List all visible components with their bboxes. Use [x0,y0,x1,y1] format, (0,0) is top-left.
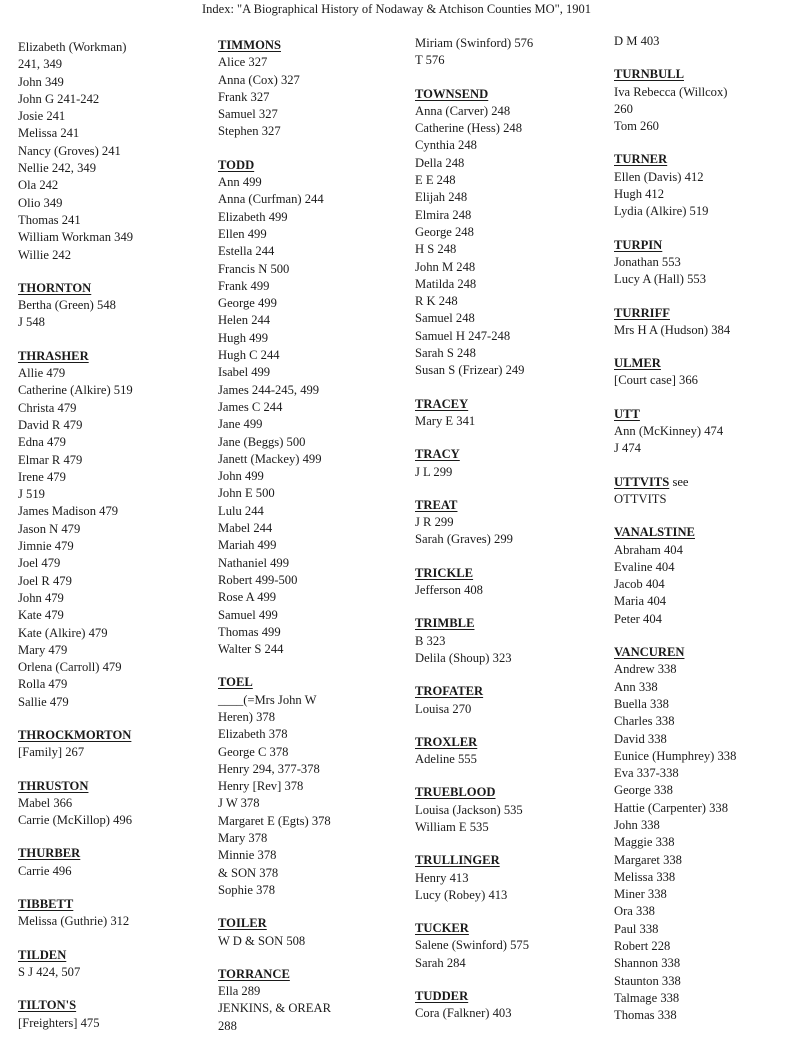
surname-name: THORNTON [18,280,92,295]
index-entry: Mrs H A (Hudson) 384 [614,322,731,337]
surname-group [614,33,789,50]
index-entry: Ora 338 [614,904,655,919]
index-entry: Talmage 338 [614,990,680,1005]
index-entry: Samuel H 247-248 [415,328,511,343]
surname-group [218,37,410,141]
surname-heading [415,497,613,514]
surname-group [415,497,613,549]
surname-name: UTT [614,406,640,421]
index-entry: Mary E 341 [415,413,476,428]
index-entry: Jason N 479 [18,521,81,536]
surname-heading [18,348,214,365]
surname-heading [18,778,214,795]
index-entry: Anna (Curfman) 244 [218,192,324,207]
surname-heading [18,896,214,913]
index-entry: S J 424, 507 [18,964,81,979]
surname-group [415,446,613,481]
index-entry: Mabel 244 [218,521,273,536]
index-entry: Catherine (Alkire) 519 [18,383,133,398]
surname-heading [18,845,214,862]
surname-heading [415,784,613,801]
surname-group [415,988,613,1023]
index-entry: Elizabeth 378 [218,727,288,742]
index-entry: Mary 479 [18,642,68,657]
index-entry: Bertha (Green) 548 [18,298,116,313]
index-entry: Eunice (Humphrey) 338 [614,748,737,763]
index-entry: Samuel 248 [415,311,475,326]
index-entry: Abraham 404 [614,542,683,557]
index-entry: Alice 327 [218,55,268,70]
index-entry: Willie 242 [18,247,72,262]
index-entry: Ola 242 [18,178,59,193]
index-entry: [Family] 267 [18,745,85,760]
index-entry: Lulu 244 [218,503,264,518]
index-entry: Sallie 479 [18,694,69,709]
surname-group [415,683,613,718]
index-entry: James C 244 [218,399,283,414]
surname-group [614,66,789,135]
index-entry: Mabel 366 [18,795,73,810]
surname-heading [614,66,789,83]
surname-heading [614,355,789,372]
index-entry: Tom 260 [614,119,659,134]
index-entry: Andrew 338 [614,662,677,677]
index-entry: J 519 [18,487,45,502]
index-entry: Joel 479 [18,556,61,571]
index-entry: John 499 [218,469,264,484]
index-entry: Kate (Alkire) 479 [18,625,108,640]
surname-name: TOEL [218,675,253,690]
surname-name: TROXLER [415,734,478,749]
index-entry: H S 248 [415,242,457,257]
index-entry: Anna (Cox) 327 [218,72,300,87]
index-entry: Adeline 555 [415,752,477,767]
surname-name: VANALSTINE [614,525,695,540]
index-entry: Elmira 248 [415,207,472,222]
surname-group [614,406,789,458]
index-entry: Jefferson 408 [415,583,483,598]
index-entry: Samuel 327 [218,107,278,122]
index-entry: Joel R 479 [18,573,72,588]
index-entry: Nellie 242, 349 [18,161,96,176]
index-entry: Lydia (Alkire) 519 [614,204,709,219]
surname-group [415,852,613,904]
index-entry: Robert 228 [614,939,671,954]
index-entry: Samuel 499 [218,607,278,622]
surname-group [415,920,613,972]
surname-group [614,305,789,340]
index-entry: Jacob 404 [614,577,665,592]
surname-name: TIBBETT [18,897,74,912]
index-entry: Cynthia 248 [415,138,477,153]
surname-heading [614,524,789,541]
index-entry: Ann (McKinney) 474 [614,424,724,439]
surname-heading [614,474,789,491]
index-entry: Shannon 338 [614,956,681,971]
surname-name: ULMER [614,356,661,371]
index-entry: Walter S 244 [218,642,284,657]
index-entry: Buella 338 [614,696,669,711]
surname-heading [415,852,613,869]
surname-heading [218,674,410,691]
index-entry: Carrie (McKillop) 496 [18,813,133,828]
index-entry: J 548 [18,315,45,330]
surname-heading [18,280,214,297]
index-entry: [Court case] 366 [614,373,698,388]
surname-heading [415,683,613,700]
index-entry: Jonathan 553 [614,254,681,269]
surname-group [415,615,613,667]
surname-group [614,151,789,220]
index-entry: Elizabeth (Workman) [18,40,127,54]
index-entry: Maria 404 [614,594,667,609]
surname-name: TOWNSEND [415,86,489,101]
index-entry: Anna (Carver) 248 [415,103,511,118]
index-entry: Elizabeth 499 [218,209,288,224]
index-entry: B 323 [415,633,446,648]
index-entry: Stephen 327 [218,124,281,139]
surname-group [218,966,410,1035]
index-entry: 241, 349 [18,57,63,72]
index-entry: Miner 338 [614,887,667,902]
index-entry: T 576 [415,53,445,68]
surname-name: THRASHER [18,348,89,363]
index-entry: W D & SON 508 [218,933,306,948]
surname-name: TROFATER [415,684,484,699]
surname-heading [614,151,789,168]
index-entry: J W 378 [218,796,260,811]
surname-heading [415,615,613,632]
surname-group [218,674,410,899]
index-entry: Frank 499 [218,278,270,293]
index-entry: Francis N 500 [218,261,290,276]
index-entry: Iva Rebecca (Willcox) [614,84,728,99]
index-entry: David 338 [614,731,667,746]
surname-group [415,565,613,600]
index-entry: Louisa (Jackson) 535 [415,802,523,817]
surname-heading [18,947,214,964]
index-entry: Nancy (Groves) 241 [18,143,121,158]
index-entry: Paul 338 [614,921,659,936]
surname-group [415,35,613,70]
page-title: Index: "A Biographical History of Nodaway & Atchison Counties MO", 1901 [202,2,591,16]
index-entry: Estella 244 [218,244,275,259]
index-entry: Nathaniel 499 [218,555,289,570]
index-entry: Margaret 338 [614,852,682,867]
index-entry: John 479 [18,590,64,605]
index-entry: William Workman 349 [18,230,134,245]
surname-group [18,947,214,982]
surname-name: TRICKLE [415,565,474,580]
index-entry: Eva 337-338 [614,766,679,781]
index-entry: Edna 479 [18,435,66,450]
surname-heading [415,988,613,1005]
surname-group [415,86,613,380]
index-entry: Melissa 338 [614,869,676,884]
surname-group [18,896,214,931]
index-entry: R K 248 [415,294,458,309]
index-entry: Evaline 404 [614,559,675,574]
index-entry: Ann 499 [218,175,262,190]
surname-group [415,784,613,836]
index-entry: Cora (Falkner) 403 [415,1006,512,1021]
index-entry: [Freighters] 475 [18,1015,100,1030]
index-entry: Rolla 479 [18,677,68,692]
index-entry: Heren) 378 [218,709,275,724]
index-column-1 [18,39,214,1032]
index-entry: Helen 244 [218,313,271,328]
surname-group [614,524,789,628]
index-entry: Thomas 241 [18,212,81,227]
index-entry: Jimnie 479 [18,539,74,554]
index-entry: Sarah (Graves) 299 [415,532,513,547]
surname-heading [415,734,613,751]
surname-group [18,997,214,1032]
index-entry: Mariah 499 [218,538,277,553]
surname-heading [218,37,410,54]
surname-group [18,348,214,711]
index-entry: Allie 479 [18,366,66,381]
index-entry: Robert 499-500 [218,572,298,587]
index-entry: Staunton 338 [614,973,681,988]
index-entry: Jane 499 [218,417,263,432]
surname-name: TUDDER [415,989,469,1004]
surname-name: THRUSTON [18,778,89,793]
index-entry: D M 403 [614,34,660,48]
index-entry: Catherine (Hess) 248 [415,121,523,136]
surname-group [614,644,789,1025]
index-entry: 288 [218,1018,237,1033]
index-entry: James Madison 479 [18,504,119,519]
index-entry: Ella 289 [218,984,261,999]
surname-heading [415,86,613,103]
index-entry: Minnie 378 [218,848,277,863]
cross-reference-label: see [669,474,689,489]
index-entry: David R 479 [18,417,83,432]
surname-name: THROCKMORTON [18,727,132,742]
surname-heading [614,237,789,254]
surname-heading [218,915,410,932]
index-entry: Maggie 338 [614,835,675,850]
index-entry: John E 500 [218,486,275,501]
index-entry: Delila (Shoup) 323 [415,650,512,665]
surname-group [18,280,214,332]
index-entry: Salene (Swinford) 575 [415,938,530,953]
surname-group [218,915,410,950]
surname-heading [415,565,613,582]
index-entry: Mary 378 [218,831,268,846]
index-entry: William E 535 [415,819,489,834]
index-entry: John M 248 [415,259,476,274]
index-entry: George C 378 [218,744,289,759]
index-entry: Louisa 270 [415,701,472,716]
index-entry: Sarah 284 [415,955,466,970]
index-entry: Hugh 412 [614,187,665,202]
index-entry: John G 241-242 [18,91,100,106]
index-entry: Lucy (Robey) 413 [415,887,508,902]
index-entry: Sophie 378 [218,882,276,897]
surname-heading [18,997,214,1014]
surname-name: TREAT [415,497,458,512]
index-entry: Susan S (Frizear) 249 [415,363,525,378]
index-entry: James 244-245, 499 [218,382,320,397]
index-entry: Josie 241 [18,109,66,124]
surname-group [218,157,410,659]
surname-heading [614,406,789,423]
index-column-4 [614,33,789,1025]
surname-name: TRACEY [415,396,469,411]
index-entry: Henry 413 [415,870,469,885]
index-entry: Ann 338 [614,679,658,694]
index-entry: Kate 479 [18,608,64,623]
surname-name: TRACY [415,447,460,462]
index-entry: Henry 294, 377-378 [218,761,320,776]
index-entry: J R 299 [415,515,454,530]
index-entry: Frank 327 [218,89,270,104]
surname-heading [218,966,410,983]
index-entry: Christa 479 [18,400,77,415]
index-entry: Peter 404 [614,611,662,626]
index-entry: George 248 [415,224,474,239]
index-entry: Henry [Rev] 378 [218,779,304,794]
index-entry: E E 248 [415,173,456,188]
index-entry: J 474 [614,441,641,456]
index-column-3 [415,35,613,1023]
index-entry: Lucy A (Hall) 553 [614,272,706,287]
index-entry: 260 [614,101,633,116]
surname-group [415,396,613,431]
surname-heading [415,920,613,937]
surname-heading [415,446,613,463]
surname-heading [614,305,789,322]
surname-group [18,727,214,762]
surname-name: TIMMONS [218,38,281,52]
surname-name: TORRANCE [218,966,290,981]
index-entry: Thomas 499 [218,624,281,639]
surname-name: TURNER [614,152,668,167]
surname-group [18,39,214,264]
index-entry: John 338 [614,817,660,832]
index-entry: Elijah 248 [415,190,468,205]
surname-group [18,845,214,880]
index-entry: John 349 [18,74,64,89]
surname-heading [18,727,214,744]
index-entry: Sarah S 248 [415,346,476,361]
index-entry: Rose A 499 [218,590,277,605]
index-entry: Orlena (Carroll) 479 [18,660,122,675]
surname-name: TUCKER [415,921,469,936]
index-entry: George 499 [218,296,277,311]
index-entry: Elmar R 479 [18,452,83,467]
index-entry: ____(=Mrs John W [218,692,317,707]
index-entry: Irene 479 [18,469,66,484]
surname-group [614,355,789,390]
surname-group [415,734,613,769]
index-entry: Jane (Beggs) 500 [218,434,306,449]
surname-name: TRUEBLOOD [415,785,496,800]
surname-heading [218,157,410,174]
surname-name: TOILER [218,916,267,931]
index-entry: JENKINS, & OREAR [218,1001,331,1016]
index-entry: Miriam (Swinford) 576 [415,36,534,50]
surname-name: VANCUREN [614,645,685,660]
index-entry: Olio 349 [18,195,63,210]
index-entry: Ellen 499 [218,226,267,241]
surname-name: TURRIFF [614,305,670,320]
index-entry: Melissa (Guthrie) 312 [18,914,130,929]
surname-name: UTTVITS [614,474,670,489]
surname-heading [415,396,613,413]
index-entry: OTTVITS [614,491,667,506]
index-entry: Thomas 338 [614,1008,677,1023]
surname-name: TILDEN [18,947,67,962]
index-column-2 [218,37,410,1035]
surname-name: THURBER [18,846,81,861]
surname-group [18,778,214,830]
index-entry: Matilda 248 [415,276,477,291]
surname-heading [614,644,789,661]
surname-group [614,237,789,289]
index-entry: J L 299 [415,464,453,479]
index-entry: George 338 [614,783,673,798]
index-entry: Isabel 499 [218,365,271,380]
surname-name: TILTON'S [18,998,77,1013]
index-entry: Carrie 496 [18,863,72,878]
index-entry: Della 248 [415,155,465,170]
index-entry: Hugh C 244 [218,348,280,363]
surname-name: TRULLINGER [415,853,500,868]
surname-group [614,474,789,509]
index-entry: Ellen (Davis) 412 [614,169,704,184]
surname-name: TURNBULL [614,67,684,82]
index-entry: Janett (Mackey) 499 [218,451,322,466]
surname-name: TURPIN [614,237,663,252]
index-entry: & SON 378 [218,865,279,880]
index-entry: Hattie (Carpenter) 338 [614,800,728,815]
surname-name: TODD [218,157,255,172]
index-entry: Melissa 241 [18,126,80,141]
index-entry: Margaret E (Egts) 378 [218,813,331,828]
index-entry: Hugh 499 [218,330,269,345]
surname-name: TRIMBLE [415,616,475,631]
index-entry: Charles 338 [614,714,675,729]
